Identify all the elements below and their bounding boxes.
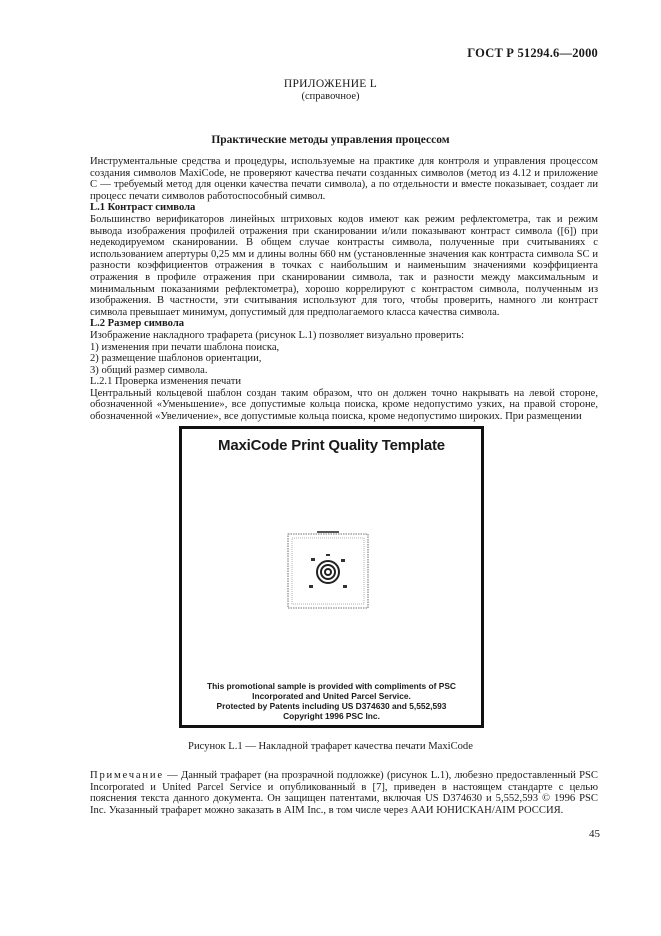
orientation-mark (326, 554, 330, 556)
template-figure (179, 426, 484, 728)
section-title: Практические методы управления процессом (211, 134, 450, 146)
figure-note-line: Incorporated and United Parcel Service. (252, 691, 411, 701)
orientation-mark (309, 585, 313, 588)
heading-l21: L.2.1 Проверка изменения печати (90, 376, 242, 388)
figure-note-line: This promotional sample is provided with compliments of PSC (207, 681, 456, 691)
annex-title: ПРИЛОЖЕНИЕ L (283, 78, 378, 90)
list-item: 1) изменения при печати шаблона поиска, (90, 341, 280, 353)
standard-code: ГОСТ Р 51294.6—2000 (467, 46, 598, 60)
list-item: 2) размещение шаблонов ориентации, (90, 353, 262, 365)
paragraph-l2: Изображение накладного трафарета (рисунок L.1) позволяет визуально проверить: (90, 329, 465, 341)
list-item: 3) общий размер символа. (90, 364, 208, 376)
heading-l2: L.2 Размер символа (90, 318, 185, 330)
note-label: Примечание (90, 770, 164, 781)
ring-inner (325, 569, 331, 575)
template-label-mark (317, 531, 339, 533)
figure-note-line: Copyright 1996 PSC Inc. (283, 711, 380, 721)
figure-note-line: Protected by Patents including US D374630 and 5,552,593 (216, 701, 447, 711)
paragraph-l1: Большинство верификаторов линейных штриховых кодов имеют как режим рефлектометра, так и режим вывода изображения профилей отражения при сканировании и/или показывают контраст символа ([6]) при недекодируемом сканировании. В общем случае контрасты символа, полученные при считываниях с использованием апертуры 0,25 мм и длины волны 660 нм (установленные значения как контраста символа SC и разности коэффициентов отражения в точках с наибольшим и наименьшим значениями коэффициента отражения в профиле отражения при сканировании символа, так и разности между максимальным и минимальным показаниями рефлектометра), хорошо коррелируют с контрастом символа, полученным из изображения. В частности, эти считывания используют для того, чтобы проверить, намного ли контраст символа превышает минимум, допустимый для предполагаемого класса качества символа. (90, 213, 598, 318)
ring-middle (321, 565, 335, 579)
paragraph-l21: Центральный кольцевой шаблон создан таким образом, что он должен точно накрывать на левой стороне, обозначенной «Уменьшение», все допустимые кольца поиска, кроме недопустимо узких, на правой стороне, обозначенной «Увеличение», все допустимые кольца поиска, кроме недопустимо широких. При размещении (90, 387, 598, 423)
template-outer-border (288, 534, 368, 608)
orientation-mark (311, 558, 315, 561)
figure-title: MaxiCode Print Quality Template (218, 437, 445, 454)
intro-text: Инструментальные средства и процедуры, используемые на практике для контроля и управления процессом создания символов MaxiCode, не проверяют качества печати созданных символов (метод из 4.12 и приложение С — требуемый метод для оценки качества печати символа), а по отдельности и вместе показывает, создает ли процесс печати символов работоспособный символ. (90, 156, 598, 202)
figure-note (182, 681, 481, 721)
paragraph-intro (90, 156, 598, 202)
page-number: 45 (589, 828, 600, 840)
maxicode-template-graphic (287, 530, 369, 610)
figure-caption: Рисунок L.1 — Накладной трафарет качества печати MaxiCode (188, 741, 473, 752)
orientation-mark (343, 585, 347, 588)
orientation-mark (341, 559, 345, 562)
note-text: — Данный трафарет (на прозрачной подложке) (рисунок L.1), любезно предоставленный PSC Incorporated и United Parcel Service и опубликованный в [7], приведен в настоящем стандарте с целью пояснения текста данного документа. Он защищен патентами, включая US D374630 и 5,552,593 © 1996 PSC Inc. Указанный трафарет можно заказать в AIM Inc., в том числе через ААИ ЮНИСКАН/AIM РОССИЯ. (90, 770, 598, 816)
template-inner-border (292, 538, 364, 604)
heading-l1: L.1 Контраст символа (90, 202, 196, 214)
annex-subtitle: (справочное) (301, 91, 360, 102)
note-paragraph (90, 770, 598, 816)
body-text (90, 156, 598, 423)
